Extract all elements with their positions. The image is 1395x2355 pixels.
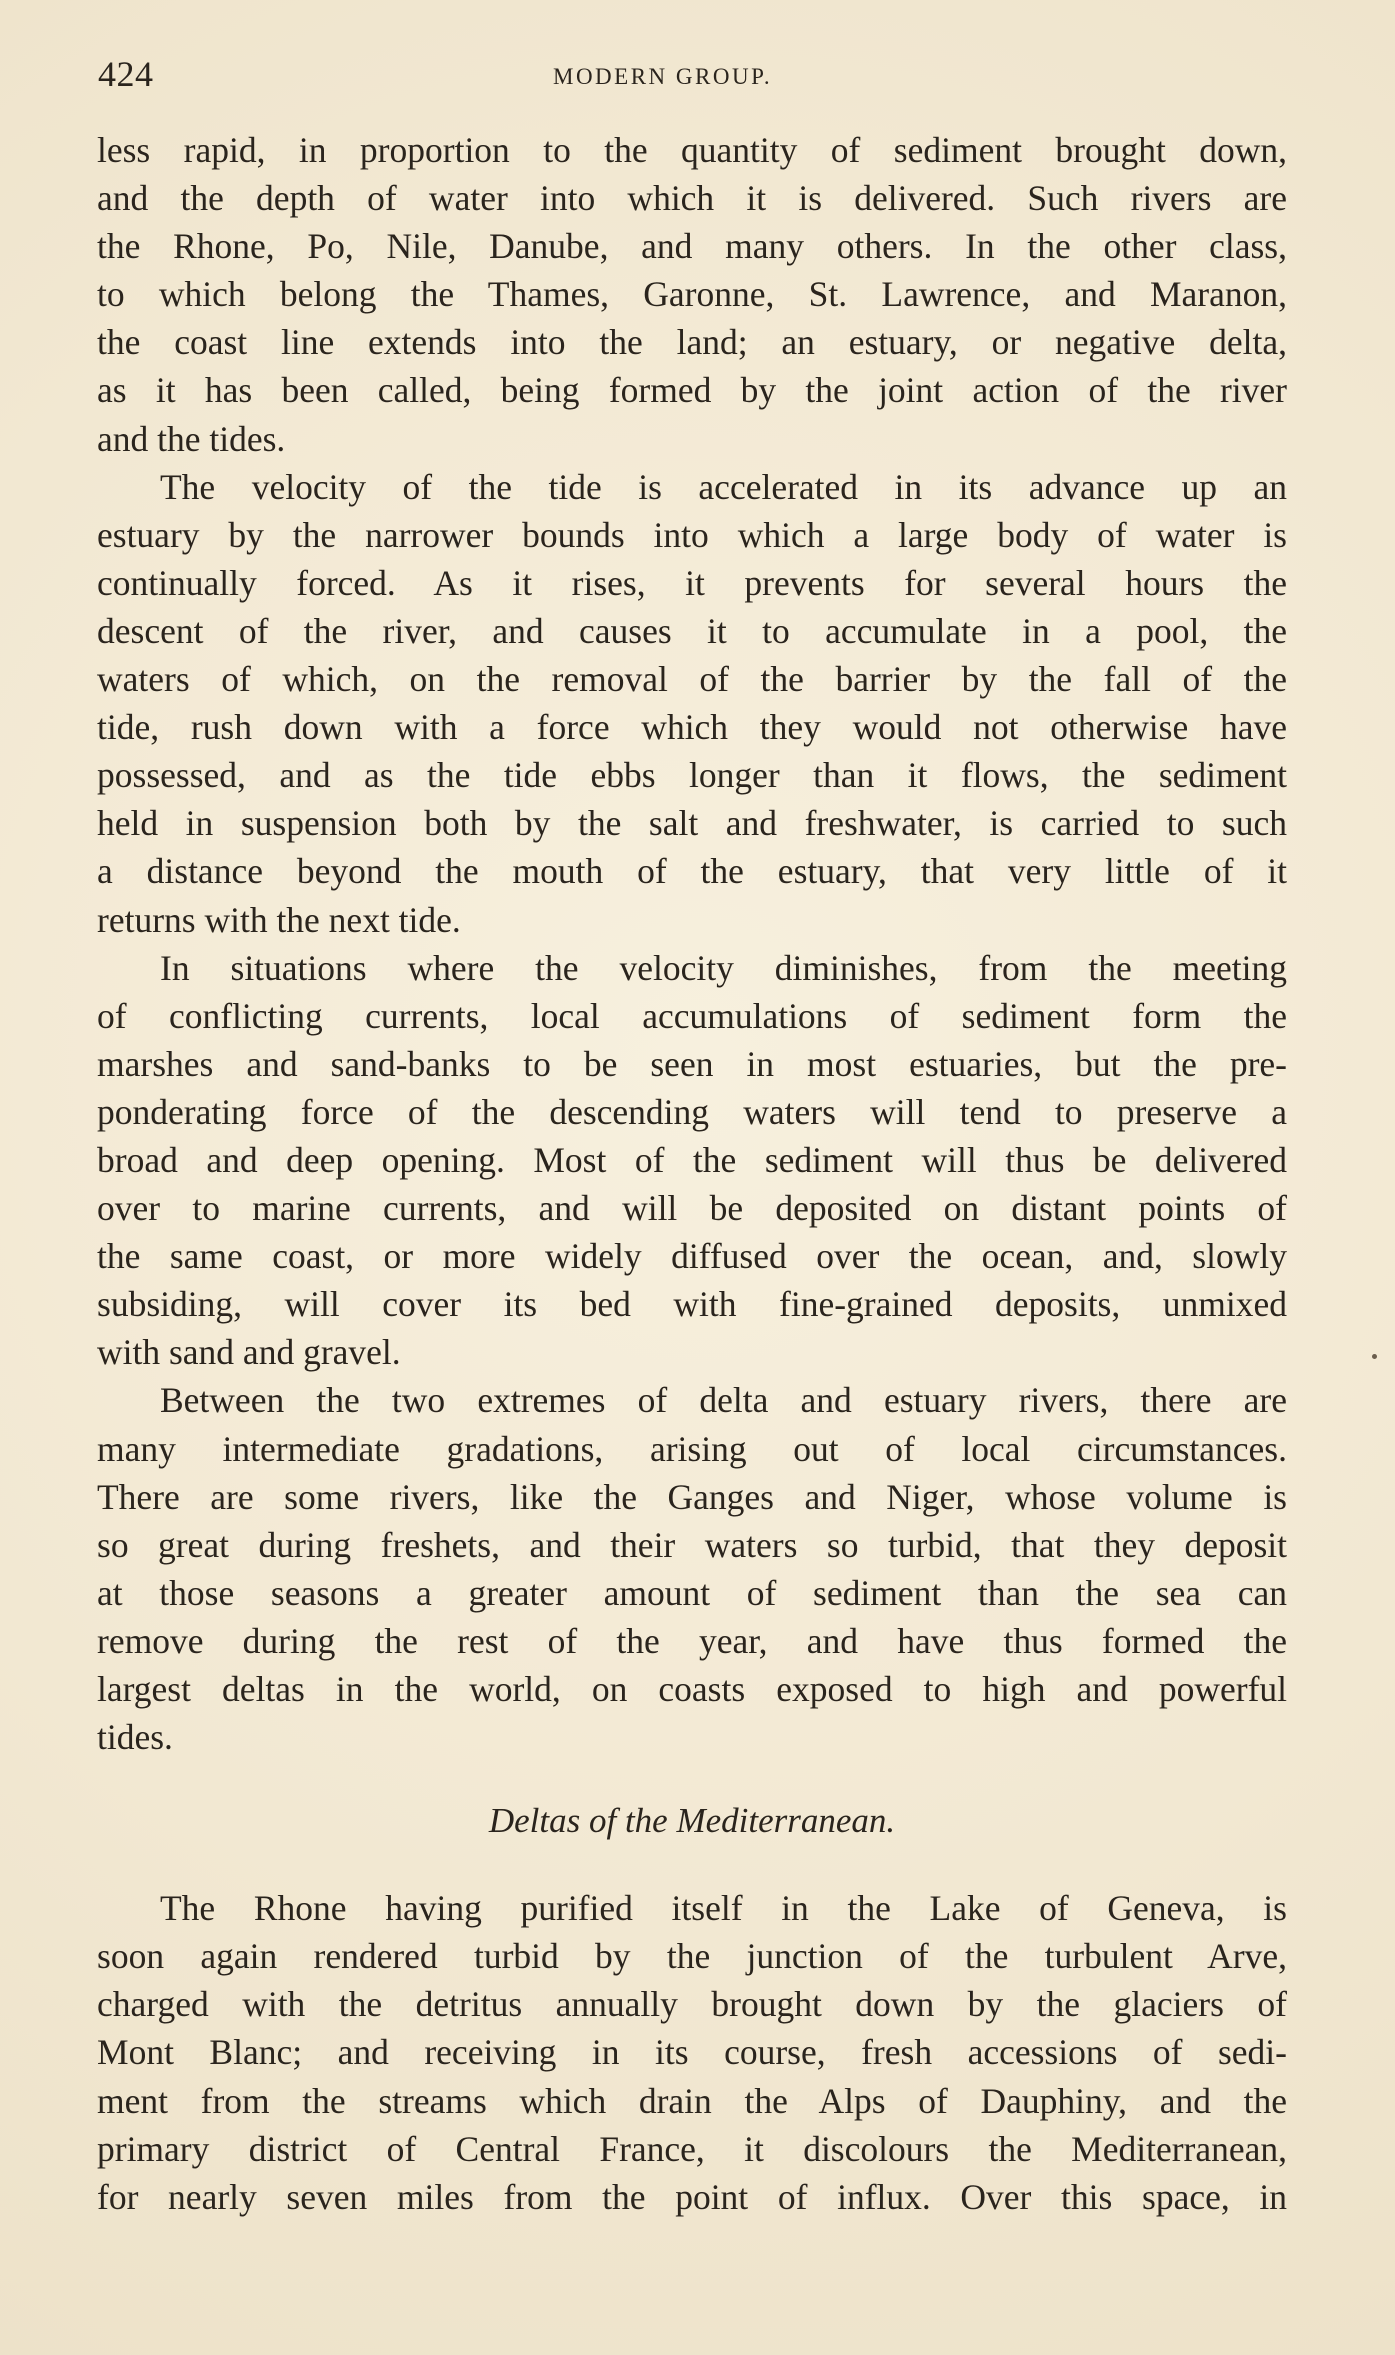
text-line: In situations where the velocity diminishes, from the meeting: [160, 947, 1287, 988]
text-line: Mont Blanc; and receiving in its course, fresh accessions of sedi-: [97, 2032, 1287, 2073]
text-line: ponderating force of the descending waters will tend to preserve a: [97, 1091, 1287, 1132]
text-line: tides.: [97, 1717, 173, 1758]
text-line: and the depth of water into which it is delivered. Such rivers are: [97, 178, 1287, 219]
text-line: remove during the rest of the year, and have thus formed the: [97, 1620, 1287, 1661]
text-line: with sand and gravel.: [97, 1332, 401, 1373]
text-line: continually forced. As it rises, it prevents for several hours the: [97, 562, 1287, 603]
text-line: descent of the river, and causes it to accumulate in a pool, the: [97, 610, 1287, 651]
text-line: Between the two extremes of delta and estuary rivers, there are: [160, 1380, 1287, 1421]
text-line: the coast line extends into the land; an estuary, or negative delta,: [97, 322, 1287, 363]
text-line: tide, rush down with a force which they would not otherwise have: [97, 707, 1287, 748]
page-header: [98, 56, 1288, 106]
text-line: The velocity of the tide is accelerated in its advance up an: [160, 466, 1287, 507]
paragraph-3: [97, 944, 1287, 1377]
paragraph-5: [97, 1884, 1287, 2221]
text-line: charged with the detritus annually brought down by the glaciers of: [97, 1984, 1287, 2025]
text-line: returns with the next tide.: [97, 899, 461, 940]
text-line: marshes and sand-banks to be seen in most estuaries, but the pre-: [97, 1043, 1287, 1084]
text-line: soon again rendered turbid by the junction of the turbulent Arve,: [97, 1936, 1287, 1977]
text-line: many intermediate gradations, arising out of local circumstances.: [97, 1428, 1287, 1469]
running-head: MODERN GROUP.: [553, 64, 773, 89]
section-heading: Deltas of the Mediterranean.: [488, 1801, 896, 1841]
page-body: [97, 126, 1287, 2221]
paragraph-2: [97, 463, 1287, 944]
ink-dot: [1372, 1354, 1377, 1359]
text-line: There are some rivers, like the Ganges and Niger, whose volume is: [97, 1476, 1287, 1517]
text-line: estuary by the narrower bounds into which a large body of water is: [97, 514, 1287, 555]
text-line: less rapid, in proportion to the quantity of sediment brought down,: [97, 130, 1287, 170]
text-line: waters of which, on the removal of the barrier by the fall of the: [97, 659, 1287, 700]
text-line: at those seasons a greater amount of sediment than the sea can: [97, 1572, 1287, 1613]
text-line: over to marine currents, and will be deposited on distant points of: [97, 1188, 1287, 1229]
text-line: subsiding, will cover its bed with fine-grained deposits, unmixed: [97, 1284, 1287, 1325]
text-line: a distance beyond the mouth of the estuary, that very little of it: [97, 851, 1287, 892]
text-line: for nearly seven miles from the point of influx. Over this space, in: [97, 2176, 1287, 2217]
text-line: and the tides.: [97, 418, 286, 459]
page-number: 424: [98, 54, 154, 94]
text-line: ment from the streams which drain the Alps of Dauphiny, and the: [97, 2080, 1287, 2121]
text-line: broad and deep opening. Most of the sediment will thus be delivered: [97, 1139, 1287, 1180]
paragraph-1: [97, 126, 1287, 463]
text-line: held in suspension both by the salt and freshwater, is carried to such: [97, 803, 1287, 844]
text-line: as it has been called, being formed by the joint action of the river: [97, 370, 1287, 411]
text-line: possessed, and as the tide ebbs longer than it flows, the sediment: [97, 755, 1287, 796]
text-line: The Rhone having purified itself in the Lake of Geneva, is: [160, 1888, 1287, 1929]
text-line: the same coast, or more widely diffused over the ocean, and, slowly: [97, 1236, 1287, 1277]
text-line: to which belong the Thames, Garonne, St. Lawrence, and Maranon,: [97, 274, 1287, 315]
text-line: so great during freshets, and their waters so turbid, that they deposit: [97, 1524, 1287, 1565]
text-line: primary district of Central France, it discolours the Mediterranean,: [97, 2128, 1287, 2169]
text-line: of conflicting currents, local accumulations of sediment form the: [97, 995, 1287, 1036]
text-line: the Rhone, Po, Nile, Danube, and many others. In the other class,: [97, 226, 1287, 267]
text-line: largest deltas in the world, on coasts exposed to high and powerful: [97, 1669, 1287, 1709]
paragraph-4: [97, 1376, 1287, 1761]
